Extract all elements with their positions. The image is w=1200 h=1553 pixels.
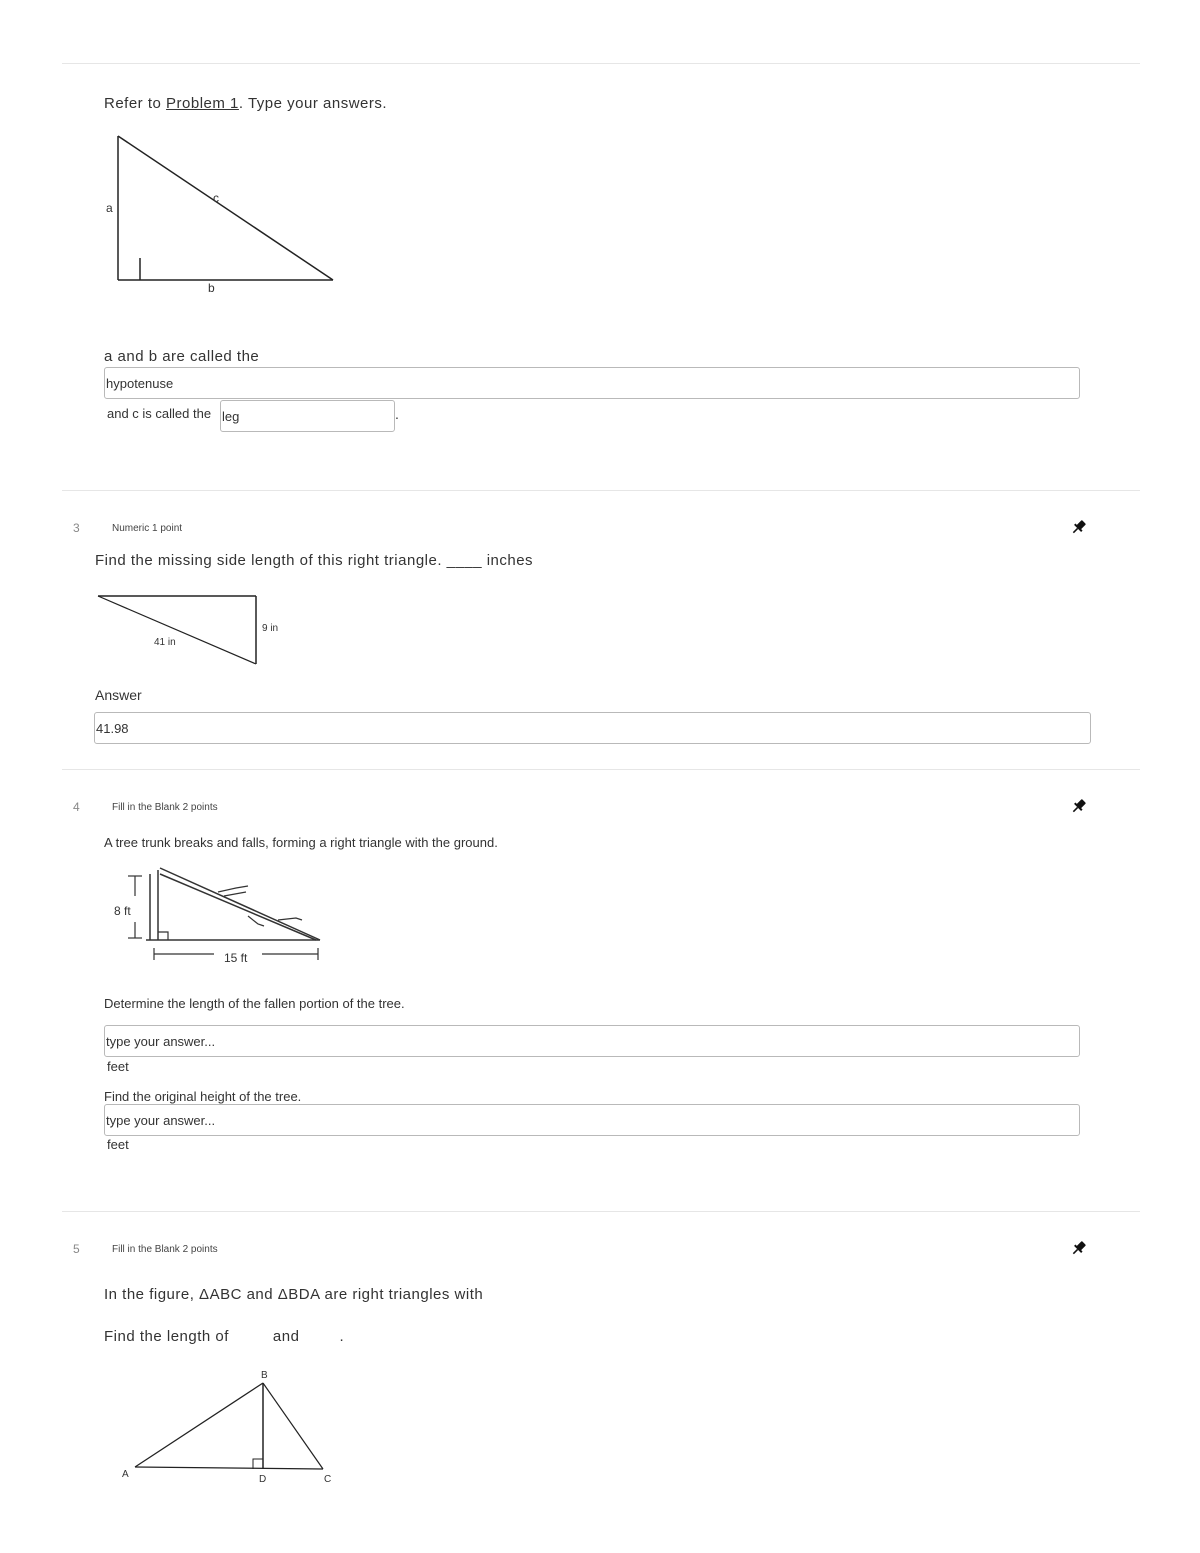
q4-number: 4 bbox=[73, 800, 80, 814]
q3-label-hyp: 41 in bbox=[154, 637, 176, 648]
divider-q5 bbox=[62, 1211, 1140, 1212]
q4-intro: A tree trunk breaks and falls, forming a right triangle with the ground. bbox=[104, 835, 498, 850]
q5-label-D: D bbox=[259, 1474, 267, 1485]
q2-hyp-prompt: and c is called the bbox=[107, 406, 212, 421]
pin-icon[interactable] bbox=[1070, 518, 1088, 536]
q2-label-b: b bbox=[208, 281, 215, 295]
q4-unit2: feet bbox=[107, 1137, 129, 1152]
problem-1-link[interactable]: Problem 1 bbox=[166, 95, 239, 112]
q2-triangle-figure bbox=[100, 128, 350, 303]
q4-label-height: 8 ft bbox=[114, 904, 131, 918]
q5-number: 5 bbox=[73, 1242, 80, 1256]
divider-q3 bbox=[62, 490, 1140, 491]
q2-label-a: a bbox=[106, 201, 113, 215]
q4-prompt2: Find the original height of the tree. bbox=[104, 1089, 302, 1104]
q3-meta: Numeric 1 point bbox=[112, 523, 183, 534]
q3-answer-input[interactable] bbox=[94, 712, 1091, 744]
divider-q4 bbox=[62, 769, 1140, 770]
q5-triangle-figure bbox=[115, 1365, 345, 1490]
q2-intro-prefix: Refer to bbox=[104, 95, 167, 112]
q5-line2 bbox=[104, 1328, 344, 1345]
q3-answer-label: Answer bbox=[95, 687, 142, 703]
q2-label-c: c bbox=[213, 191, 219, 205]
q4-prompt1: Determine the length of the fallen portion of the tree. bbox=[104, 996, 405, 1011]
q2-intro bbox=[104, 95, 387, 112]
pin-icon[interactable] bbox=[1070, 1239, 1088, 1257]
q2-hyp-suffix: . bbox=[395, 406, 399, 422]
q5-line2-c: . bbox=[339, 1328, 345, 1345]
q4-label-base: 15 ft bbox=[224, 951, 248, 965]
q4-original-height-input[interactable] bbox=[104, 1104, 1080, 1136]
q3-triangle-figure bbox=[92, 590, 292, 670]
q3-label-side: 9 in bbox=[262, 623, 279, 634]
q2-hyp-input[interactable] bbox=[220, 400, 395, 432]
q2-legs-prompt: a and b are called the bbox=[104, 348, 260, 365]
q5-label-B: B bbox=[261, 1370, 268, 1381]
q2-legs-input[interactable] bbox=[104, 367, 1080, 399]
q5-line1: In the figure, ΔABC and ΔBDA are right triangles with bbox=[104, 1286, 484, 1303]
q4-fallen-length-input[interactable] bbox=[104, 1025, 1080, 1057]
q4-meta: Fill in the Blank 2 points bbox=[112, 802, 218, 813]
q3-number: 3 bbox=[73, 521, 80, 535]
pin-icon[interactable] bbox=[1070, 797, 1088, 815]
q5-meta: Fill in the Blank 2 points bbox=[112, 1244, 218, 1255]
q5-line2-b: and bbox=[272, 1328, 300, 1345]
top-divider bbox=[62, 63, 1140, 64]
q5-line2-a: Find the length of bbox=[104, 1328, 229, 1345]
q2-intro-suffix: . Type your answers. bbox=[238, 95, 388, 112]
q4-tree-figure bbox=[108, 862, 328, 967]
q5-label-A: A bbox=[122, 1469, 129, 1480]
q5-label-C: C bbox=[324, 1474, 332, 1485]
q3-question: Find the missing side length of this right triangle. ____ inches bbox=[95, 552, 534, 569]
q4-unit1: feet bbox=[107, 1059, 129, 1074]
